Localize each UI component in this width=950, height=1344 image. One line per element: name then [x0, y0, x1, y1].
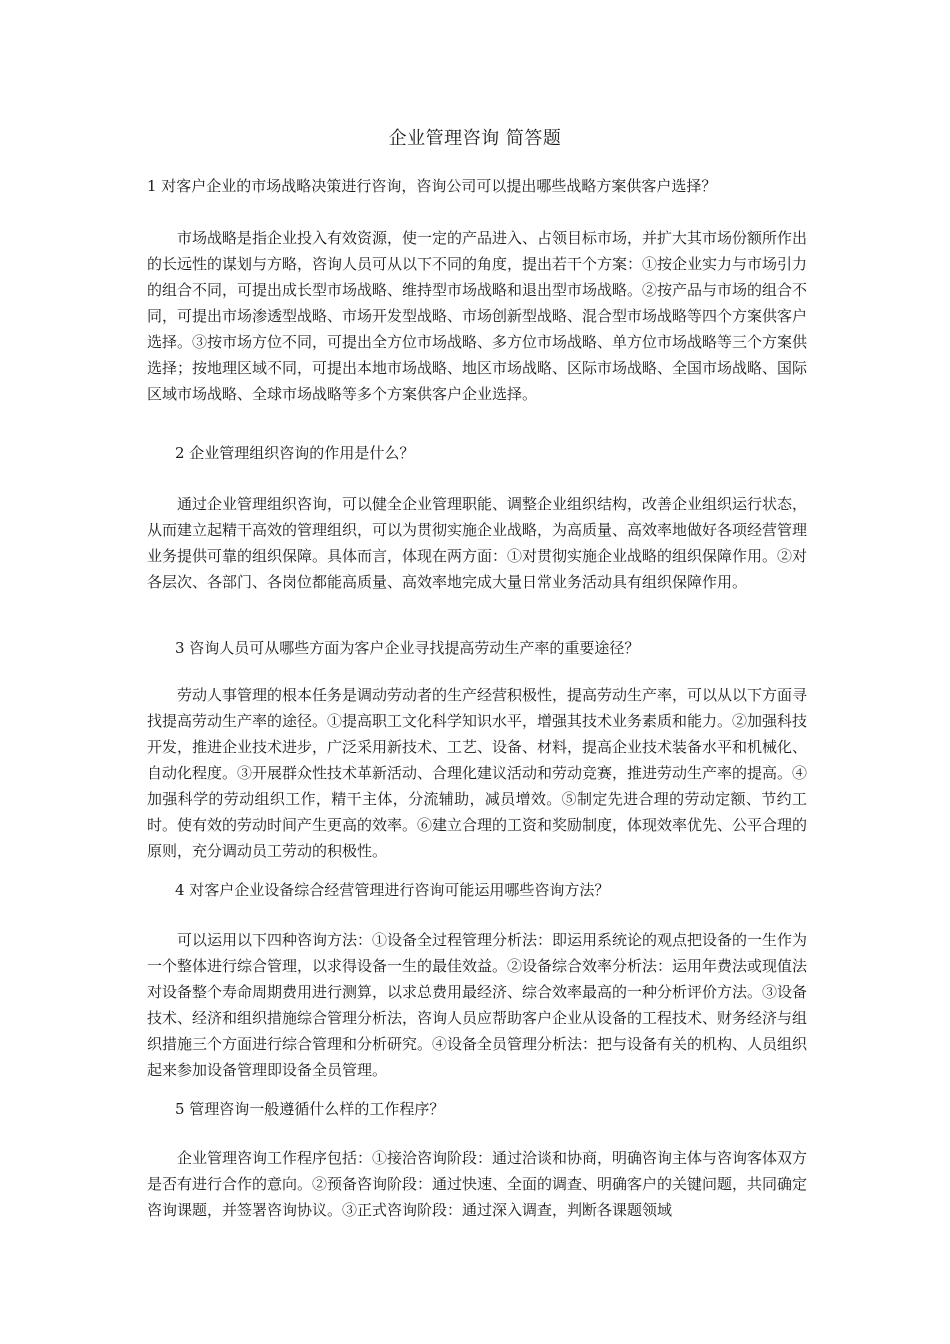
answer-2: 通过企业管理组织咨询，可以健全企业管理职能、调整企业组织结构，改善企业组织运行状态，从而建立起精干高效的管理组织，可以为贯彻实施企业战略，为高质量、高效率地做好各项经营管理业务提供可靠的组织保障。具体而言，体现在两方面：①对贯彻实施企业战略的组织保障作用。②对各层次、各部门、各岗位都能高质量、高效率地完成大量日常业务活动具有组织保障作用。 [147, 495, 808, 591]
question-4: 4 对客户企业设备综合经营管理进行咨询可能运用哪些咨询方法？ [175, 881, 610, 899]
question-5: 5 管理咨询一般遵循什么样的工作程序？ [175, 1100, 445, 1118]
answer-5: 企业管理咨询工作程序包括：①接洽咨询阶段：通过洽谈和协商，明确咨询主体与咨询客体双方是否有进行合作的意向。②预备咨询阶段：通过快速、全面的调查、明确客户的关键问题，共同确定咨询课题，并签署咨询协议。③正式咨询阶段：通过深入调查，判断各课题领域 [147, 1149, 808, 1219]
question-3: 3 咨询人员可从哪些方面为客户企业寻找提高劳动生产率的重要途径？ [175, 639, 640, 657]
answer-4: 可以运用以下四种咨询方法：①设备全过程管理分析法：即运用系统论的观点把设备的一生作为一个整体进行综合管理，以求得设备一生的最佳效益。②设备综合效率分析法：运用年费法或现值法对设备整个寿命周期费用进行测算，以求总费用最经济、综合效率最高的一种分析评价方法。③设备技术、经济和组织措施综合管理分析法，咨询人员应帮助客户企业从设备的工程技术、财务经济与组织措施三个方面进行综合管理和分析研究。④设备全员管理分析法：把与设备有关的机构、人员组织起来参加设备管理即设备全员管理。 [147, 931, 808, 1079]
question-1: 1 对客户企业的市场战略决策进行咨询，咨询公司可以提出哪些战略方案供客户选择？ [147, 177, 717, 195]
answer-3: 劳动人事管理的根本任务是调动劳动者的生产经营积极性，提高劳动生产率，可以从以下方面寻找提高劳动生产率的途径。①提高职工文化科学知识水平，增强其技术业务素质和能力。②加强科技开发，推进企业技术进步，广泛采用新技术、工艺、设备、材料，提高企业技术装备水平和机械化、自动化程度。③开展群众性技术革新活动、合理化建议活动和劳动竞赛，推进劳动生产率的提高。④加强科学的劳动组织工作，精干主体，分流辅助，减员增效。⑤制定先进合理的劳动定额、节约工时。使有效的劳动时间产生更高的效率。⑥建立合理的工资和奖励制度，体现效率优先、公平合理的原则，充分调动员工劳动的积极性。 [147, 686, 808, 860]
answer-1: 市场战略是指企业投入有效资源，使一定的产品进入、占领目标市场，并扩大其市场份额所作出的长远性的谋划与方略，咨询人员可从以下不同的角度，提出若干个方案：①按企业实力与市场引力的组合不同，可提出成长型市场战略、维持型市场战略和退出型市场战略。②按产品与市场的组合不同，可提出市场渗透型战略、市场开发型战略、市场创新型战略、混合型市场战略等四个方案供客户选择。③按市场方位不同，可提出全方位市场战略、多方位市场战略、单方位市场战略等三个方案供选择；按地理区域不同，可提出本地市场战略、地区市场战略、区际市场战略、全国市场战略、国际区域市场战略、全球市场战略等多个方案供客户企业选择。 [147, 229, 808, 403]
question-2: 2 企业管理组织咨询的作用是什么？ [175, 444, 415, 462]
document-title: 企业管理咨询 简答题 [388, 128, 562, 149]
